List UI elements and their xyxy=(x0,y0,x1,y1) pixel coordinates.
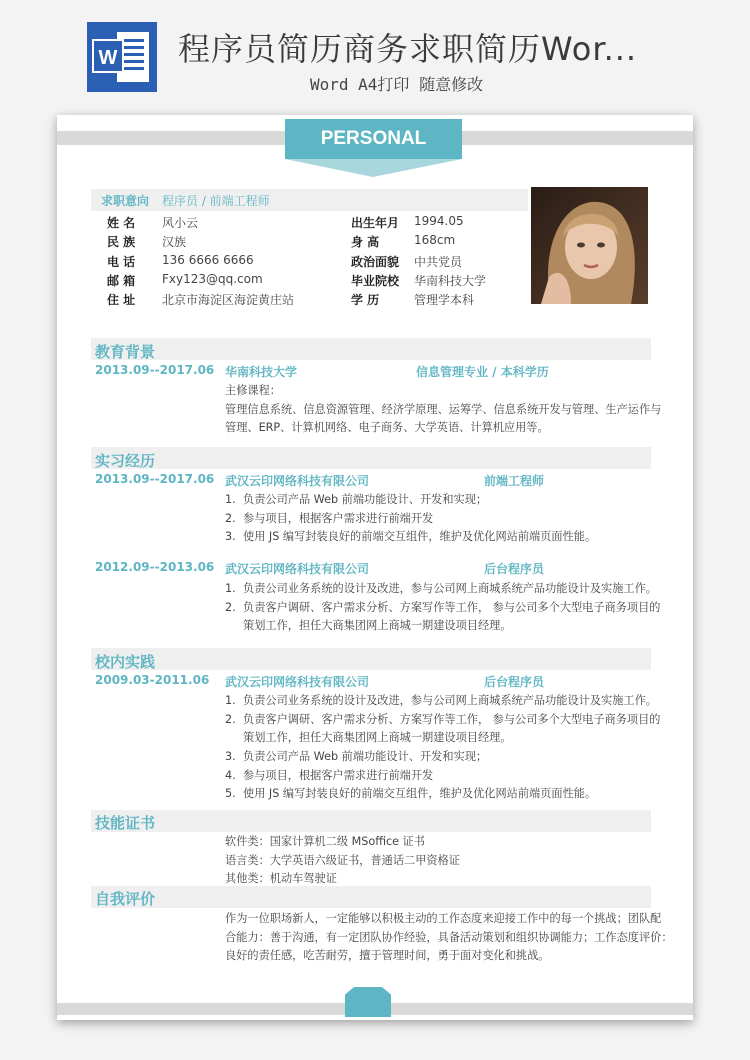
internship-role: 后台程序员 xyxy=(484,562,545,576)
section-title-self: 自我评价 xyxy=(95,890,156,908)
job-intent-bar xyxy=(91,189,528,211)
field-value: 汉族 xyxy=(162,235,187,249)
education-date: 2013.09--2017.06 xyxy=(95,363,215,377)
list-item xyxy=(225,729,512,745)
job-intent-value: 程序员 / 前端工程师 xyxy=(162,194,270,208)
banner-title: PERSONAL RESUME xyxy=(285,119,462,159)
item-number: 1. xyxy=(225,694,236,707)
skill-line: 语言类：大学英语六级证书，普通话二甲资格证 xyxy=(225,854,460,867)
item-text: 策划工作，担任大商集团网上商城一期建设项目经理。 xyxy=(243,619,512,632)
section-bar-internship xyxy=(91,447,651,469)
item-text: 参与项目，根据客户需求进行前端开发 xyxy=(243,769,434,782)
education-major: 信息管理专业 / 本科学历 xyxy=(416,365,549,379)
item-number: 1. xyxy=(225,493,236,506)
item-text: 使用 JS 编写封装良好的前端交互组件，维护及优化网站前端页面性能。 xyxy=(243,530,597,543)
campus-role: 后台程序员 xyxy=(484,675,545,689)
field-label: 政治面貌 xyxy=(351,255,400,269)
item-number: 2. xyxy=(225,713,236,726)
document-subtitle: Word A4打印 随意修改 xyxy=(310,75,484,94)
banner-ribbon xyxy=(285,159,462,177)
skill-line: 其他类：机动车驾驶证 xyxy=(225,872,337,885)
item-text: 负责客户调研、客户需求分析、方案写作等工作， 参与公司多个大型电子商务项目的 xyxy=(243,601,661,614)
field-email xyxy=(107,272,135,289)
field-label: 学 历 xyxy=(351,293,380,307)
item-text: 使用 JS 编写封装良好的前端交互组件，维护及优化网站前端页面性能。 xyxy=(243,787,597,800)
item-number: 3. xyxy=(225,530,236,543)
field-height xyxy=(351,233,379,250)
section-bar-self xyxy=(91,886,651,908)
field-label: 民 族 xyxy=(107,235,136,249)
list-item xyxy=(225,767,433,783)
field-label: 出生年月 xyxy=(351,216,400,230)
section-title-skills: 技能证书 xyxy=(95,814,156,832)
self-line: 作为一位职场新人，一定能够以积极主动的工作态度来迎接工作中的每一个挑战；团队配 xyxy=(225,912,662,925)
section-bar-campus xyxy=(91,648,651,670)
field-degree xyxy=(351,291,379,308)
field-value: 1994.05 xyxy=(414,214,464,228)
field-birth xyxy=(351,214,399,231)
list-item xyxy=(225,510,433,526)
list-item xyxy=(225,617,512,633)
list-item xyxy=(225,785,596,801)
list-item xyxy=(225,748,487,764)
field-value: 华南科技大学 xyxy=(414,274,487,288)
field-value: 136 6666 6666 xyxy=(162,253,254,267)
item-number: 2. xyxy=(225,512,236,525)
list-item xyxy=(225,599,661,615)
field-label: 姓 名 xyxy=(107,216,136,230)
field-label: 住 址 xyxy=(107,293,136,307)
campus-org: 武汉云印网络科技有限公司 xyxy=(225,675,370,689)
item-number: 5. xyxy=(225,787,236,800)
word-document-icon xyxy=(87,22,157,92)
item-text: 负责公司业务系统的设计及改进，参与公司网上商城系统产品功能设计及实施工作。 xyxy=(243,582,657,595)
field-value: 风小云 xyxy=(162,216,199,230)
education-line: 主修课程： xyxy=(225,384,281,397)
item-number: 4. xyxy=(225,769,236,782)
item-number: 1. xyxy=(225,582,236,595)
list-item xyxy=(225,491,487,507)
item-text: 参与项目，根据客户需求进行前端开发 xyxy=(243,512,434,525)
list-item xyxy=(225,580,657,596)
item-text: 负责客户调研、客户需求分析、方案写作等工作， 参与公司多个大型电子商务项目的 xyxy=(243,713,661,726)
resume-page xyxy=(57,115,693,1020)
campus-date: 2009.03-2011.06 xyxy=(95,673,210,687)
internship-org: 武汉云印网络科技有限公司 xyxy=(225,474,370,488)
item-text: 负责公司业务系统的设计及改进，参与公司网上商城系统产品功能设计及实施工作。 xyxy=(243,694,657,707)
field-label: 邮 箱 xyxy=(107,274,136,288)
field-label: 电 话 xyxy=(107,255,136,269)
svg-text:W: W xyxy=(98,47,118,69)
item-text: 策划工作，担任大商集团网上商城一期建设项目经理。 xyxy=(243,731,512,744)
internship-org: 武汉云印网络科技有限公司 xyxy=(225,562,370,576)
field-name xyxy=(107,214,135,231)
self-line: 良好的责任感，吃苦耐劳，擅于管理时间，勇于面对变化和挑战。 xyxy=(225,949,550,962)
field-political xyxy=(351,253,399,270)
internship-role: 前端工程师 xyxy=(484,474,545,488)
field-value: 管理学本科 xyxy=(414,293,475,307)
education-line: 管理、ERP、计算机网络、电子商务、大学英语、计算机应用等。 xyxy=(225,421,549,434)
item-text: 负责公司产品 Web 前端功能设计、开发和实现； xyxy=(243,493,488,506)
preview-header xyxy=(0,0,750,110)
skill-line: 软件类：国家计算机二级 MSoffice 证书 xyxy=(225,835,425,848)
field-school xyxy=(351,272,399,289)
field-label: 身 高 xyxy=(351,235,380,249)
profile-photo xyxy=(531,187,648,304)
item-number: 2. xyxy=(225,601,236,614)
document-title: 程序员简历商务求职简历Wor... xyxy=(178,30,638,68)
bottom-tab xyxy=(345,987,391,1017)
job-intent-label: 求职意向 xyxy=(101,194,150,208)
education-line: 管理信息系统、信息资源管理、经济学原理、运筹学、信息系统开发与管理、生产运作与 xyxy=(225,403,662,416)
item-text: 负责公司产品 Web 前端功能设计、开发和实现； xyxy=(243,750,488,763)
field-address xyxy=(107,291,135,308)
list-item xyxy=(225,528,596,544)
section-title-education: 教育背景 xyxy=(95,343,156,361)
field-value: 中共党员 xyxy=(414,255,463,269)
field-value: Fxy123@qq.com xyxy=(162,272,263,286)
resume-banner xyxy=(281,115,466,189)
field-value: 北京市海淀区海淀黄庄站 xyxy=(162,293,295,307)
education-school: 华南科技大学 xyxy=(225,365,298,379)
item-number: 3. xyxy=(225,750,236,763)
section-title-campus: 校内实践 xyxy=(95,653,156,671)
field-value: 168cm xyxy=(414,233,456,247)
section-bar-skills xyxy=(91,810,651,832)
field-label: 毕业院校 xyxy=(351,274,400,288)
list-item xyxy=(225,711,661,727)
internship-date: 2012.09--2013.06 xyxy=(95,560,215,574)
section-title-internship: 实习经历 xyxy=(95,452,156,470)
internship-date: 2013.09--2017.06 xyxy=(95,472,215,486)
list-item xyxy=(225,692,657,708)
field-phone xyxy=(107,253,135,270)
self-line: 合能力：善于沟通，有一定团队协作经验，具备活动策划和组织协调能力；工作态度评价： xyxy=(225,931,673,944)
section-bar-education xyxy=(91,338,651,360)
field-ethnicity xyxy=(107,233,135,250)
